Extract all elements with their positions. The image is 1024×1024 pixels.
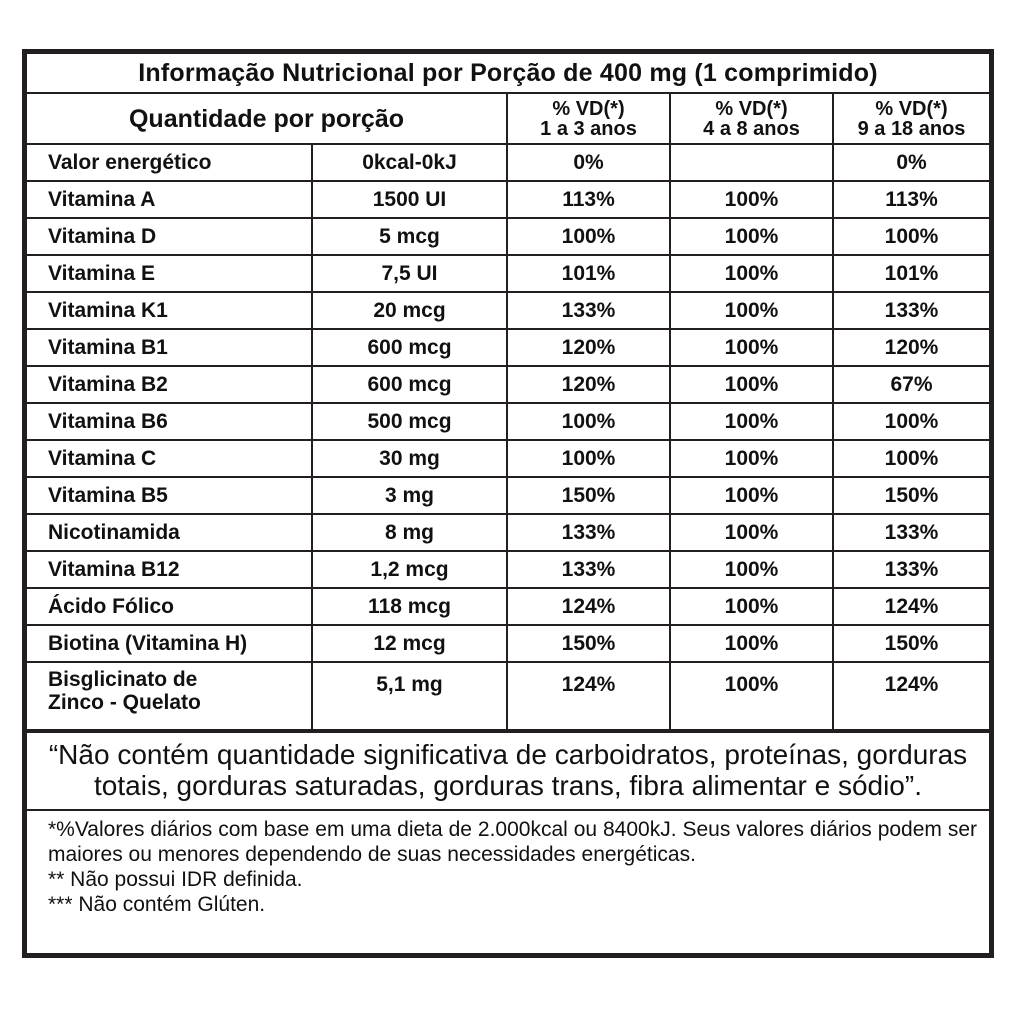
vd-1-3-years: 100% — [507, 218, 670, 255]
vd-9-18-years: 124% — [833, 662, 989, 730]
vd-4-8-years — [670, 144, 833, 181]
vd-4-8-years: 100% — [670, 514, 833, 551]
table-row — [27, 181, 989, 218]
vd-1-3-years: 100% — [507, 403, 670, 440]
quantity-per-serving-header: Quantidade por porção — [27, 93, 507, 144]
nutrient-name: Bisglicinato de Zinco - Quelato — [27, 662, 312, 730]
nutrient-amount: 600 mcg — [312, 329, 507, 366]
vd-9-18-years: 133% — [833, 292, 989, 329]
vd-9-18-years: 113% — [833, 181, 989, 218]
nutrient-name: Vitamina B2 — [27, 366, 312, 403]
vd-1-3-years: 133% — [507, 551, 670, 588]
nutrient-amount: 118 mcg — [312, 588, 507, 625]
table-row — [27, 329, 989, 366]
nutrient-amount: 30 mg — [312, 440, 507, 477]
nutrition-facts-label — [22, 49, 994, 958]
nutrient-amount: 1,2 mcg — [312, 551, 507, 588]
vd-1-3-years: 120% — [507, 366, 670, 403]
nutrient-name: Vitamina C — [27, 440, 312, 477]
nutrient-name: Vitamina K1 — [27, 292, 312, 329]
nutrient-name: Valor energético — [27, 144, 312, 181]
vd-4-8-years: 100% — [670, 329, 833, 366]
nutrient-amount: 5,1 mg — [312, 662, 507, 730]
nutrient-name: Vitamina B1 — [27, 329, 312, 366]
table-row — [27, 366, 989, 403]
nutrient-amount: 7,5 UI — [312, 255, 507, 292]
vd-1-3-years: 100% — [507, 440, 670, 477]
vd-1-3-years: 101% — [507, 255, 670, 292]
vd-4-8-years: 100% — [670, 625, 833, 662]
table-row — [27, 292, 989, 329]
nutrient-amount: 5 mcg — [312, 218, 507, 255]
nutrient-amount: 3 mg — [312, 477, 507, 514]
table-row — [27, 514, 989, 551]
nutrient-name: Vitamina A — [27, 181, 312, 218]
vd-1-3-years: 124% — [507, 588, 670, 625]
nutrient-name: Vitamina B12 — [27, 551, 312, 588]
nutrient-rows — [27, 144, 989, 730]
footnotes — [27, 809, 989, 917]
disclaimer-text: “Não contém quantidade significativa de carboidratos, proteínas, gorduras totais, gorduras saturadas, gorduras trans, fibra alimentar e sódio”. — [27, 731, 989, 809]
table-row — [27, 218, 989, 255]
vd-9-18-years: 100% — [833, 218, 989, 255]
vd-1-3-years: 124% — [507, 662, 670, 730]
vd-1-3-years: 120% — [507, 329, 670, 366]
vd-1-3-years: 0% — [507, 144, 670, 181]
vd-9-18-years: 120% — [833, 329, 989, 366]
table-row — [27, 440, 989, 477]
table-row — [27, 625, 989, 662]
nutrient-name: Vitamina B6 — [27, 403, 312, 440]
nutrient-name: Vitamina E — [27, 255, 312, 292]
vd-9-18-years: 67% — [833, 366, 989, 403]
table-row — [27, 403, 989, 440]
nutrient-name: Nicotinamida — [27, 514, 312, 551]
nutrient-amount: 500 mcg — [312, 403, 507, 440]
nutrient-name: Vitamina B5 — [27, 477, 312, 514]
nutrient-amount: 8 mg — [312, 514, 507, 551]
footnote-no-idr: ** Não possui IDR definida. — [48, 868, 303, 891]
vd-header-9-18-years: % VD(*) 9 a 18 anos — [833, 93, 989, 144]
table-row — [27, 144, 989, 181]
footnote-no-gluten: *** Não contém Glúten. — [48, 893, 266, 916]
vd-4-8-years: 100% — [670, 588, 833, 625]
vd-4-8-years: 100% — [670, 255, 833, 292]
nutrient-amount: 1500 UI — [312, 181, 507, 218]
vd-header-4-8-years: % VD(*) 4 a 8 anos — [670, 93, 833, 144]
vd-9-18-years: 133% — [833, 514, 989, 551]
nutrient-amount: 12 mcg — [312, 625, 507, 662]
vd-4-8-years: 100% — [670, 366, 833, 403]
vd-1-3-years: 150% — [507, 477, 670, 514]
vd-9-18-years: 0% — [833, 144, 989, 181]
nutrient-amount: 0kcal-0kJ — [312, 144, 507, 181]
vd-1-3-years: 133% — [507, 514, 670, 551]
vd-4-8-years: 100% — [670, 440, 833, 477]
vd-4-8-years: 100% — [670, 292, 833, 329]
vd-1-3-years: 113% — [507, 181, 670, 218]
vd-9-18-years: 150% — [833, 625, 989, 662]
vd-9-18-years: 101% — [833, 255, 989, 292]
table-row — [27, 477, 989, 514]
vd-9-18-years: 124% — [833, 588, 989, 625]
nutrition-table — [27, 54, 989, 731]
vd-4-8-years: 100% — [670, 181, 833, 218]
nutrient-name: Ácido Fólico — [27, 588, 312, 625]
vd-4-8-years: 100% — [670, 403, 833, 440]
vd-1-3-years: 133% — [507, 292, 670, 329]
vd-4-8-years: 100% — [670, 551, 833, 588]
vd-1-3-years: 150% — [507, 625, 670, 662]
vd-4-8-years: 100% — [670, 218, 833, 255]
vd-header-1-3-years: % VD(*) 1 a 3 anos — [507, 93, 670, 144]
table-row — [27, 255, 989, 292]
vd-9-18-years: 100% — [833, 440, 989, 477]
vd-9-18-years: 100% — [833, 403, 989, 440]
nutrient-name: Vitamina D — [27, 218, 312, 255]
vd-4-8-years: 100% — [670, 477, 833, 514]
table-row — [27, 662, 989, 730]
nutrient-amount: 600 mcg — [312, 366, 507, 403]
table-title: Informação Nutricional por Porção de 400 mg (1 comprimido) — [27, 54, 989, 93]
vd-4-8-years: 100% — [670, 662, 833, 730]
table-row — [27, 551, 989, 588]
table-row — [27, 588, 989, 625]
nutrient-name: Biotina (Vitamina H) — [27, 625, 312, 662]
nutrient-amount: 20 mcg — [312, 292, 507, 329]
footnote-daily-values: *%Valores diários com base em uma dieta de 2.000kcal ou 8400kJ. Seus valores diários podem ser maiores ou menores dependendo de suas necessidades energéticas. — [48, 818, 977, 866]
vd-9-18-years: 150% — [833, 477, 989, 514]
vd-9-18-years: 133% — [833, 551, 989, 588]
